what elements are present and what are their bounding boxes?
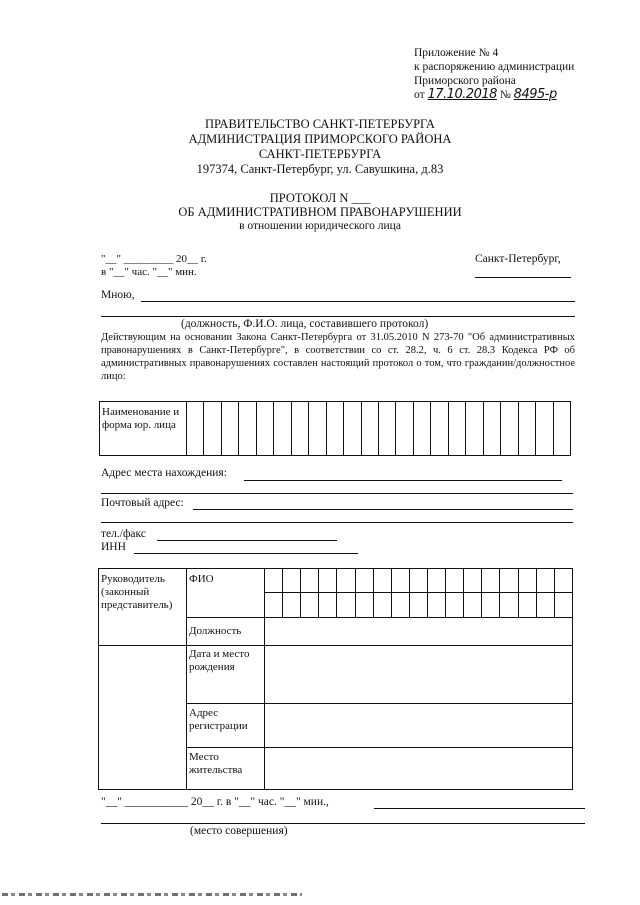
protocol-title bbox=[0, 191, 640, 233]
entity-cell[interactable] bbox=[483, 402, 500, 456]
fio-cell[interactable] bbox=[518, 569, 536, 593]
entity-name-label: Наименование и форма юр. лица bbox=[100, 402, 187, 456]
entity-cell[interactable] bbox=[309, 402, 326, 456]
gov-header bbox=[0, 117, 640, 177]
address-location-line2[interactable] bbox=[101, 493, 573, 494]
fio-cell[interactable] bbox=[409, 593, 427, 618]
entity-cell[interactable] bbox=[291, 402, 308, 456]
appendix-ot: от bbox=[414, 89, 425, 101]
fio-cell[interactable] bbox=[283, 569, 301, 593]
scan-edge-artifact bbox=[2, 893, 302, 896]
fio-cell[interactable] bbox=[482, 593, 500, 618]
entity-cell[interactable] bbox=[187, 402, 204, 456]
fio-cell[interactable] bbox=[427, 593, 445, 618]
legal-text: Действующим на основании Закона Санкт-Петербурга от 31.05.2010 N 273-70 "Об административных правонарушениях в Санкт-Петербурге", в соответствии со ст. 28.2, ч. 6 ст. 28.3 Кодекса РФ об административных правонарушениях составлен настоящий протокол о том, что гражданин/должностное лицо: bbox=[101, 332, 575, 382]
birth-value[interactable] bbox=[265, 646, 573, 704]
head-table bbox=[98, 568, 573, 790]
entity-cell[interactable] bbox=[221, 402, 238, 456]
fio-cell[interactable] bbox=[554, 569, 572, 593]
postal-address-line2[interactable] bbox=[101, 522, 573, 523]
fio-cell[interactable] bbox=[355, 593, 373, 618]
fio-cell[interactable] bbox=[373, 593, 391, 618]
fio-cell[interactable] bbox=[500, 593, 518, 618]
protocol-number: ПРОТОКОЛ N ___ bbox=[269, 191, 371, 205]
address-location-line[interactable] bbox=[244, 480, 562, 481]
entity-cell[interactable] bbox=[536, 402, 553, 456]
appendix-date-line bbox=[414, 88, 574, 102]
entity-cell[interactable] bbox=[378, 402, 395, 456]
fio-cell[interactable] bbox=[265, 593, 283, 618]
header-line1: ПРАВИТЕЛЬСТВО САНКТ-ПЕТЕРБУРГА bbox=[205, 117, 435, 131]
fio-cell[interactable] bbox=[427, 569, 445, 593]
position-value[interactable] bbox=[265, 618, 573, 646]
fio-cell[interactable] bbox=[500, 569, 518, 593]
appendix-line1: Приложение № 4 bbox=[414, 47, 499, 59]
appendix-number-handwritten: 8495-р bbox=[513, 87, 557, 102]
protocol-regarding: в отношении юридического лица bbox=[239, 220, 401, 232]
fio-cell[interactable] bbox=[391, 569, 409, 593]
author-label: Мною, bbox=[101, 289, 135, 301]
entity-cell[interactable] bbox=[413, 402, 430, 456]
fio-cell[interactable] bbox=[482, 569, 500, 593]
fio-cell[interactable] bbox=[283, 593, 301, 618]
entity-cell[interactable] bbox=[431, 402, 448, 456]
footer-caption: (место совершения) bbox=[190, 825, 288, 837]
fio-cell[interactable] bbox=[536, 569, 554, 593]
header-line2: АДМИНИСТРАЦИЯ ПРИМОРСКОГО РАЙОНА bbox=[188, 132, 452, 146]
entity-cell[interactable] bbox=[553, 402, 570, 456]
fio-cell[interactable] bbox=[446, 569, 464, 593]
fio-cell[interactable] bbox=[301, 569, 319, 593]
fio-cell[interactable] bbox=[373, 569, 391, 593]
fio-cell[interactable] bbox=[536, 593, 554, 618]
author-line2[interactable] bbox=[101, 316, 575, 317]
entity-cell[interactable] bbox=[466, 402, 483, 456]
city-label: Санкт-Петербург, bbox=[475, 253, 561, 265]
head-empty-cell bbox=[99, 646, 187, 790]
fio-cell[interactable] bbox=[337, 593, 355, 618]
header-line3: САНКТ-ПЕТЕРБУРГА bbox=[258, 147, 382, 161]
fio-cell[interactable] bbox=[391, 593, 409, 618]
time-field[interactable]: в "__" час. "__" мин. bbox=[101, 266, 197, 278]
appendix-num-sign: № bbox=[499, 89, 511, 101]
inn-label: ИНН bbox=[101, 541, 126, 553]
registration-value[interactable] bbox=[265, 704, 573, 748]
postal-address-label: Почтовый адрес: bbox=[101, 497, 184, 509]
author-caption: (должность, Ф.И.О. лица, составившего протокол) bbox=[181, 318, 429, 330]
entity-cell[interactable] bbox=[448, 402, 465, 456]
protocol-subject: ОБ АДМИНИСТРАТИВНОМ ПРАВОНАРУШЕНИИ bbox=[178, 205, 462, 219]
fio-cell[interactable] bbox=[409, 569, 427, 593]
head-residence-label: Место жительства bbox=[187, 748, 265, 790]
head-role-label: Руководитель (законный представитель) bbox=[99, 569, 187, 646]
footer-place-line2[interactable] bbox=[101, 823, 585, 824]
head-birth-label: Дата и место рождения bbox=[187, 646, 265, 704]
entity-cell[interactable] bbox=[396, 402, 413, 456]
appendix-block bbox=[414, 46, 574, 102]
fio-cell[interactable] bbox=[319, 569, 337, 593]
entity-cell[interactable] bbox=[239, 402, 256, 456]
head-position-label: Должность bbox=[187, 618, 265, 646]
entity-cell[interactable] bbox=[344, 402, 361, 456]
entity-cell[interactable] bbox=[361, 402, 378, 456]
entity-cell[interactable] bbox=[274, 402, 291, 456]
footer-place-line[interactable] bbox=[374, 808, 585, 809]
fio-cell[interactable] bbox=[446, 593, 464, 618]
address-location-label: Адрес места нахождения: bbox=[101, 467, 227, 479]
fio-cell[interactable] bbox=[301, 593, 319, 618]
entity-name-table bbox=[99, 401, 571, 456]
appendix-line3: Приморского района bbox=[414, 75, 516, 87]
entity-cell[interactable] bbox=[501, 402, 518, 456]
footer-datetime[interactable]: "__" ___________ 20__ г. в "__" час. "__" мин., bbox=[101, 796, 329, 808]
author-line1[interactable] bbox=[141, 301, 575, 302]
inn-line[interactable] bbox=[134, 553, 358, 554]
residence-value[interactable] bbox=[265, 748, 573, 790]
tel-fax-line[interactable] bbox=[157, 540, 337, 541]
entity-cell[interactable] bbox=[518, 402, 535, 456]
entity-cell[interactable] bbox=[326, 402, 343, 456]
fio-cell[interactable] bbox=[464, 593, 482, 618]
fio-cell[interactable] bbox=[265, 569, 283, 593]
head-registration-label: Адрес регистрации bbox=[187, 704, 265, 748]
fio-cell[interactable] bbox=[518, 593, 536, 618]
appendix-date-handwritten: 17.10.2018 bbox=[427, 87, 497, 102]
fio-cell[interactable] bbox=[337, 569, 355, 593]
postal-address-line[interactable] bbox=[193, 509, 573, 510]
entity-cell[interactable] bbox=[204, 402, 221, 456]
fio-cell[interactable] bbox=[355, 569, 373, 593]
head-fio-label: ФИО bbox=[187, 569, 265, 618]
fio-cell[interactable] bbox=[464, 569, 482, 593]
entity-cell[interactable] bbox=[256, 402, 273, 456]
fio-cell[interactable] bbox=[554, 593, 572, 618]
tel-fax-label: тел./факс bbox=[101, 528, 146, 540]
header-address: 197374, Санкт-Петербург, ул. Савушкина, д.83 bbox=[196, 162, 444, 176]
fio-cell[interactable] bbox=[319, 593, 337, 618]
city-underline bbox=[475, 277, 571, 278]
date-field[interactable]: "__" _________ 20__ г. bbox=[101, 253, 207, 265]
appendix-line2: к распоряжению администрации bbox=[414, 61, 575, 73]
